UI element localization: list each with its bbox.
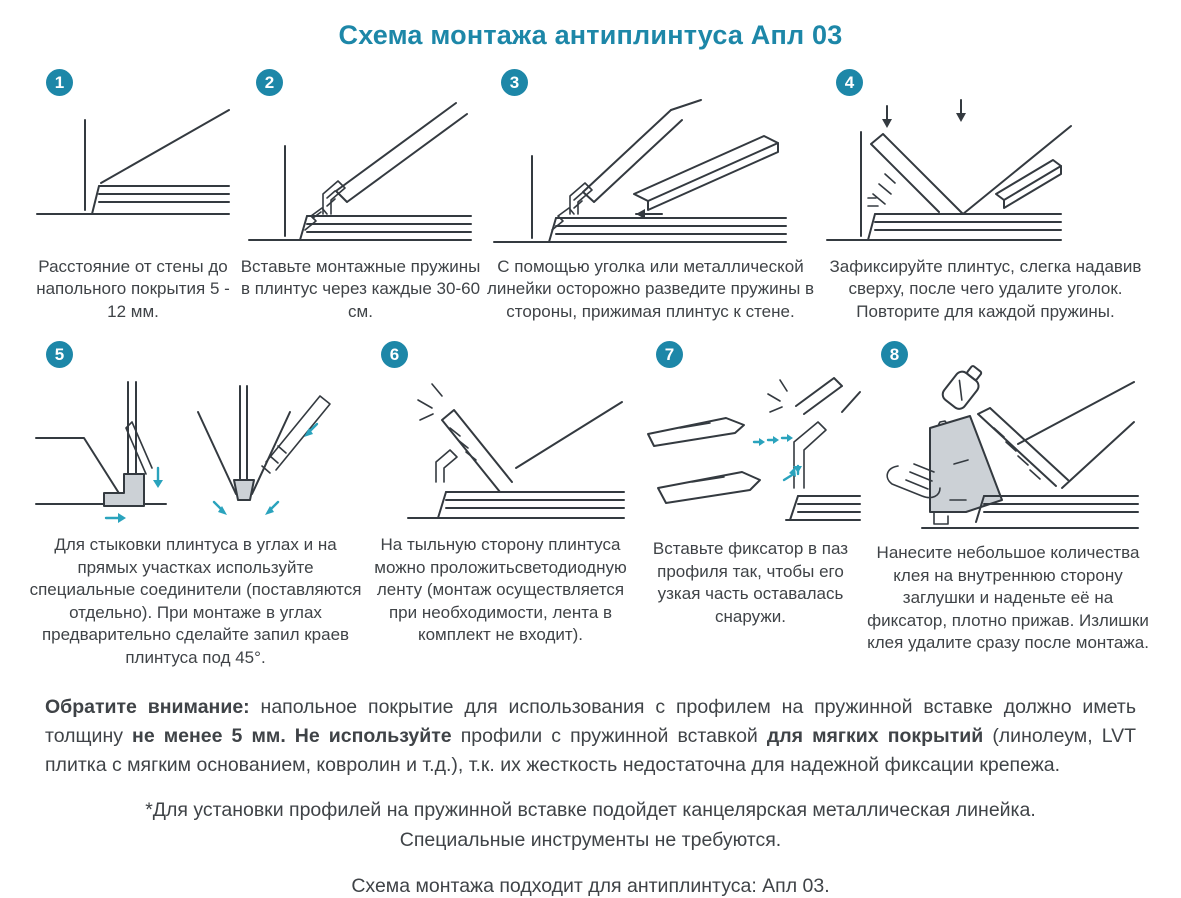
step-1 (28, 69, 238, 323)
step-2-number-badge: 2 (256, 69, 283, 96)
step-7-badge-line (638, 341, 863, 368)
step-7-caption: Вставьте фиксатор в паз профиля так, чтобы его узкая часть оставалась снаружи. (652, 539, 849, 626)
step-3-number-badge: 3 (501, 69, 528, 96)
step-1-number-badge: 1 (46, 69, 73, 96)
step-2-badge-line (238, 69, 483, 96)
note-segment: (линолеум, LVT плитка с мягким основанием, ковролин и т.д.), т.к. их жесткость недостаточна для надежной фиксации крепежа. (45, 725, 1137, 777)
step-4-caption: Зафиксируйте плинтус, слегка надавив сверху, после чего удалите уголок. Повторите для каждой пружины. (829, 257, 1142, 321)
step-6-caption: На тыльную сторону плинтуса можно проложитьсветодиодную ленту (монтаж осуществляется при необходимости, лента в комплект не входит). (374, 535, 627, 645)
step-5-badge-line (28, 341, 363, 368)
compatibility-footer: Схема монтажа подходит для антиплинтуса: Апл 03. (351, 875, 830, 898)
note-segment: Обратите внимание: (45, 695, 261, 718)
press-and-fix-diagram (821, 98, 1151, 246)
step-3-caption: С помощью уголка или металлической линейки осторожно разведите пружины в стороны, прижимая плинтус к стене. (486, 257, 815, 321)
step-7-number-badge: 7 (656, 341, 683, 368)
step-5-number-badge: 5 (46, 341, 73, 368)
step-6 (363, 341, 638, 669)
wall-floor-gap-diagram (33, 98, 233, 246)
step-8-badge-line (863, 341, 1153, 368)
step-1-caption: Расстояние от стены до напольного покрытия 5 - 12 мм. (36, 257, 230, 321)
glue-end-cap-diagram (866, 370, 1151, 536)
step-4 (818, 69, 1153, 323)
step-4-badge-line (818, 69, 1153, 96)
step-1-badge-line (28, 69, 238, 96)
note-segment: не менее 5 мм. Не используйте (132, 725, 461, 748)
led-strip-diagram (366, 370, 636, 528)
insert-springs-diagram (243, 98, 478, 246)
attention-note (0, 693, 1181, 781)
step-4-number-badge: 4 (836, 69, 863, 96)
tools-footnote (0, 795, 1181, 855)
footnote-line-2: Специальные инструменты не требуются. (399, 828, 782, 851)
step-7 (638, 341, 863, 669)
page-title: Схема монтажа антиплинтуса Апл 03 (338, 20, 843, 50)
step-8-number-badge: 8 (881, 341, 908, 368)
steps-row-1 (0, 69, 1181, 323)
footnote-line-1: *Для установки профилей на пружинной вставке подойдет канцелярская металлическая линейка. (145, 798, 1036, 821)
step-3 (483, 69, 818, 323)
step-2-caption: Вставьте монтажные пружины в плинтус через каждые 30-60 см. (240, 257, 481, 321)
step-2 (238, 69, 483, 323)
step-8-caption: Нанесите небольшое количества клея на внутреннюю сторону заглушки и наденьте её на фиксатор, плотно прижав. Излишки клея удалите сразу после монтажа. (867, 543, 1149, 653)
corner-connectors-diagram (28, 370, 363, 528)
step-5 (28, 341, 363, 669)
step-3-badge-line (483, 69, 818, 96)
note-segment: напольное покрытие для использования с профилем на пружинной вставке должно иметь толщину (45, 695, 1137, 748)
note-segment: профили с пружинной вставкой (460, 725, 767, 748)
step-6-number-badge: 6 (381, 341, 408, 368)
insert-fixator-diagram (638, 370, 863, 532)
step-8 (863, 341, 1153, 669)
spread-springs-with-ruler-diagram (486, 98, 816, 246)
step-6-badge-line (363, 341, 638, 368)
note-segment: для мягких покрытий (766, 725, 993, 748)
step-5-caption: Для стыковки плинтуса в углах и на прямых участках используйте специальные соединители (поставляются отдельно). При монтаже в углах предварительно сделайте запил краев плинтуса под 45°. (29, 535, 362, 667)
steps-row-2 (0, 341, 1181, 669)
